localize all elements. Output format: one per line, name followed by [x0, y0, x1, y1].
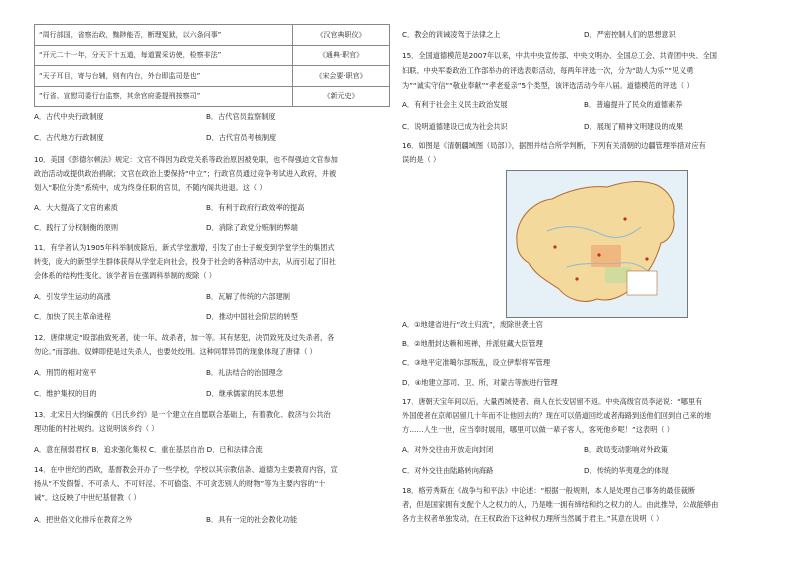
q15-option-a[interactable]: A．有利于社会主义民主政治发展 [402, 100, 508, 109]
table-row [35, 45, 390, 66]
q12-option-c[interactable]: C．维护集权的目的 [34, 389, 97, 398]
q18-line: 18．格劳秀斯在《战争与和平法》中论述：“根据一般规则，本人是处理自己事务的最佳裁断 [402, 486, 696, 495]
source-table [34, 24, 390, 107]
qing-territory-map [506, 170, 688, 318]
q13-line: 理功能的村社规约。这说明该乡约（ ） [34, 424, 159, 433]
q9-option-d[interactable]: D．古代官员考核制度 [206, 133, 277, 142]
q12-option-a[interactable]: A．刑罚的相对宽平 [34, 368, 97, 377]
q16-option-d[interactable]: D．④地建立部司、卫、所，对蒙古等族进行管理 [402, 378, 558, 387]
q14-line: 14．在中世纪的西欧，基督教会开办了一些学校，学校以其宗教信条、道德为主要教育内容，宣 [34, 465, 338, 474]
q9-option-b[interactable]: B．古代官员监察制度 [206, 112, 276, 121]
q14-option-b[interactable]: B．具有一定的社会教化功能 [206, 515, 298, 524]
table-cell-source: 《通典·职官》 [293, 45, 390, 66]
q11-line: 转变，庞大的新型学生群体获得从学堂走向社会，投身于社会的各种活动中去，从而引起了旧社 [34, 257, 336, 266]
q14-option-d[interactable]: D．严密控制人们的思想意识 [584, 30, 676, 39]
q15-option-d[interactable]: D．展现了精神文明建设的成果 [584, 122, 683, 131]
q13-line: 13．北宋吕大钧编撰的《吕氏乡约》是一个建立在自愿联合基础上，有着教化、救济与公共治 [34, 410, 331, 419]
map-image [507, 171, 687, 317]
q18-line: 各方主权者单独发动，在王权政治下这种权力理所当然属于君主。”其意在说明（ ） [402, 514, 664, 523]
q16-line: 误的是（ ） [402, 155, 441, 164]
q9-option-a[interactable]: A．古代中央行政制度 [34, 112, 104, 121]
table-cell-source: 《汉官典职仪》 [293, 25, 390, 46]
q11-option-b[interactable]: B．瓦解了传统的六部建制 [206, 292, 290, 301]
q10-option-c[interactable]: C．践行了分权制衡的原则 [34, 223, 119, 232]
q16-option-a[interactable]: A．①地建省进行“改土归流”，废除世袭土官 [402, 320, 543, 329]
q17-line: 17．唐朝天宝年间以后，大量西域使者、商人在长安居留不返。中央高级官员李泌说：“哪里有 [402, 397, 703, 406]
q9-option-c[interactable]: C．古代地方行政制度 [34, 133, 104, 142]
q17-option-a[interactable]: A．对外交往由开放走向封闭 [402, 445, 494, 454]
table-cell-source: 《新元史》 [293, 86, 390, 107]
q12-option-d[interactable]: D．继承儒家的民本思想 [206, 389, 284, 398]
table-cell-text: “周行部国，省察治政，黜陟能否，断理冤狱，以六条问事” [35, 25, 293, 46]
q13-options[interactable]: A．意在削弱君权 B．追求强化集权 C．重在基层自治 D．已和法律合流 [34, 445, 263, 454]
q16-option-b[interactable]: B．②地册封达赖和班禅，并派驻藏大臣管理 [402, 339, 543, 348]
q10-line: 10．美国《彭德尔顿法》规定：文官不得因为政党关系等政治原因被免职，也不得强迫文官参加 [34, 155, 338, 164]
q10-line: 政治活动或提供政治捐献；文官在政治上要保持“中立”；行政官员通过竞争考试进入政府，并被 [34, 169, 337, 178]
q15-option-c[interactable]: C．说明道德建设已成为社会共识 [402, 122, 508, 131]
q17-line: 方……人生一世，应当奉时展用，哪里可以做一辈子客人，客死他乡呢！”这表明（ ） [402, 425, 674, 434]
q15-line: 为”“诚实守信”“敬业奉献”“孝老爱亲”5个类型，该评选活动今年八届。道德模范的评选（ ） [402, 81, 694, 90]
q11-option-a[interactable]: A．引发学生运动的高涨 [34, 292, 111, 301]
q14-option-c[interactable]: C．教会的训诫凌驾于法律之上 [402, 30, 501, 39]
q14-line: 诫”。这反映了中世纪基督教（ ） [34, 493, 141, 502]
q15-line: 妇联、中央军委政治工作部举办的评选表彰活动，每两年评选一次，分为“助人为乐”“见义勇 [402, 66, 694, 75]
q12-option-b[interactable]: B．礼法结合的治国理念 [206, 368, 283, 377]
table-row [35, 86, 390, 107]
q15-option-b[interactable]: B．普遍提升了民众的道德素养 [584, 100, 683, 109]
q11-line: 11．有学者认为1905年科举制废除后，新式学堂激增，引发了由士子蜕变到学堂学生的集团式 [34, 243, 335, 252]
q11-option-d[interactable]: D．推动中国社会阶层的转型 [206, 312, 298, 321]
q14-option-a[interactable]: A．把世俗文化排斥在教育之外 [34, 515, 133, 524]
q17-option-d[interactable]: D．传统的华夷观念的体现 [584, 466, 669, 475]
q16-option-c[interactable]: C．③地平定准噶尔部叛乱，设立伊犁将军管理 [402, 358, 551, 367]
q17-line: 外国使者在京师居留几十年而不让他回去的？现在可以借道回纥或者海路到送他们回到自己来的地 [402, 411, 712, 420]
q10-option-d[interactable]: D．消除了政党分赃制的弊端 [206, 223, 298, 232]
q12-line: 12．唐律规定“殴部曲致死者，徒一年。故杀者，加一等。其有惩犯，决罚致死及过失杀者，各 [34, 333, 335, 342]
q11-line: 会体系的结构性变化。该学者旨在强调科举制的废除（ ） [34, 271, 216, 280]
q14-line: 扬从“不发假誓、不可杀人、不可奸淫、不可偷盗、不可贪恋别人的财物”等为主要内容的“十 [34, 479, 326, 488]
q10-option-b[interactable]: B．有利于政府行政效率的提高 [206, 203, 305, 212]
q17-option-c[interactable]: C．对外交往由陆路转向海路 [402, 466, 494, 475]
table-cell-text: “天子耳目，寄与台辅，则有内台，外台即监司是也” [35, 66, 293, 87]
q15-line: 15．全国道德模范是2007年以来，中共中央宣传部、中央文明办、全国总工会、共青团中央、全国 [402, 51, 717, 60]
table-row [35, 25, 390, 46]
table-cell-text: “开元二十一年，分天下十五道，每道置采访使，检察非法” [35, 45, 293, 66]
q16-line: 16．如图是《清朝疆域图（局部）》，据图并结合所学判断，下列有关清朝的边疆管理举措对应有 [402, 141, 706, 150]
q10-option-a[interactable]: A．大大提高了文官的素质 [34, 203, 118, 212]
q11-option-c[interactable]: C．加快了民主革命进程 [34, 312, 111, 321]
q12-line: 勿论。”而部曲、奴婢即使是过失杀人，也要处绞刑。这种同罪异罚的现象体现了唐律（ ） [34, 347, 317, 356]
q17-option-b[interactable]: B．政局变动影响对外政策 [584, 445, 668, 454]
q10-line: 划入“职位分类”系统中，成为终身任职的官员，不随内阁共进退。这（ ） [34, 183, 267, 192]
table-row [35, 66, 390, 87]
table-cell-text: “行省、宣慰司委行台监察，其余官府委提刑按察司” [35, 86, 293, 107]
q18-line: 者，但是国家拥有支配个人之权力的人，乃是唯一拥有缔结和约之权力的人。由此推导，公战能够由 [402, 500, 719, 509]
table-cell-source: 《宋会要·职官》 [293, 66, 390, 87]
